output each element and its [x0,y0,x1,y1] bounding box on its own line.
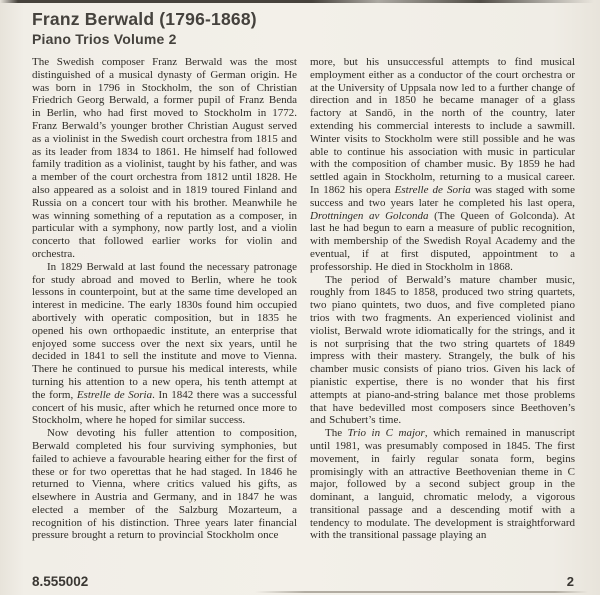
text-run: The Swedish composer Franz Berwald was the most distinguished of a musical dynasty of German origin. He was born in 1796 in Stockholm, the son of Christian Friedrich Georg Berwald, a former pupil of Franz Benda in Berlin, who had first moved to Stockholm in 1772. Franz Berwald’s younger brother Christian August served as a violinist in the Swedish court orchestra from 1815 and as its leader from 1834 to 1861. He himself had followed family tradition as a violinist, taught by his father, and was a member of the court orchestra from 1812 until 1828. He also appeared as a soloist and in 1819 toured Finland and Russia on a concert tour with his brother. Meanwhile he was winning something of a reputation as a composer, in particular with a symphony, now partly lost, and a violin concerto that followed earlier works for violin and orchestra. [32,56,297,260]
paragraph [310,56,575,274]
paragraph [310,274,575,428]
text-run: was staged with some success and two years later he completed his last opera, [310,183,575,209]
page-footer [32,574,574,589]
text-run: (The Queen of Golconda). At last he had begun to earn a measure of public recognition, with membership of the Swedish Royal Academy and the eventual, if at first disputed, appointment to a professorship. He died in Stockholm in 1868. [310,209,575,273]
page-subtitle: Piano Trios Volume 2 [32,31,177,47]
text-run: In 1829 Berwald at last found the necessary patronage for study abroad and moved to Berlin, where he took lessons in counterpoint, but at the same time developed an interest in medicine. The early 1830s found him occupied abortively with operatic composition, but in 1835 he opened his own orthopaedic institute, an enterprise that enjoyed some success over the next six years, until he decided in 1841 to sell the institute and move to Vienna. There he continued to pursue his medical interests, while turning his attention to a new opera, his tenth attempt at the form, [32,260,297,401]
page-header [32,9,570,48]
paragraph [32,427,297,542]
text-run: The [325,427,348,440]
work-title: Drottningen av Golconda [310,209,429,222]
text-run: Now devoting his fuller attention to composition, Berwald completed his four surviving symphonies, but failed to achieve a favourable hearing either for the first of these or for two operettas that he had staged. In 1846 he returned to Vienna, where critics valued his gifts, as elsewhere in Austria and Germany, and in 1847 he was elected a member of the Salzburg Mozarteum, a recognition of his distinction. Three years later financial pressure brought a return to provincial Stockholm once [32,427,297,542]
work-title: Estrelle de Soria [394,183,471,196]
text-run: . In 1842 there was a successful concert of his music, after which he returned once more to Stockholm, where he hoped for similar success. [32,388,297,427]
work-title: Estrelle de Soria [76,388,153,401]
scan-edge-top [0,0,600,3]
scan-edge-bottom [255,591,588,593]
text-run: The period of Berwald’s mature chamber music, roughly from 1845 to 1858, produced two string quartets, two piano quintets, two duos, and five completed piano trios with two fragments. An experienced violinist and violist, Berwald wrote idiomatically for the strings, and it is not surprising that the two string quartets of 1849 impress with their mastery. Strangely, the bulk of his chamber music consists of piano trios. Given his lack of pianistic expertise, there is no wonder that his first attempts at piano-and-string balance met those problems that have bedevilled most composers since Beethoven’s and Schubert’s time. [310,273,575,427]
left-column [32,56,297,565]
right-column [310,56,575,565]
paragraph [32,56,297,261]
text-run: , which remained in manuscript until 1981, was presumably composed in 1845. The first movement, in fairly regular sonata form, begins promisingly with an attractive Beethovenian theme in C major, followed by a second subject group in the dominant, a languid, chromatic melody, a vigorous transitional passage and a descending motif with a tendency to modulate. The development is straightforward with the transitional passage playing an [310,427,575,542]
work-title: Trio in C major [347,427,425,440]
catalogue-number: 8.555002 [32,574,89,589]
paragraph [32,261,297,427]
paragraph [310,427,575,542]
page-title: Franz Berwald (1796-1868) [32,9,257,29]
article-body [32,56,575,565]
text-run: more, but his unsuccessful attempts to find musical employment either as a conductor of the court orchestra or at the University of Uppsala now led to a further change of direction and in 1850 he became manager of a glass factory at Sandö, in the north of the country, later extending his commercial interests to include a sawmill. Winter visits to Stockholm were still possible and he was able to continue his association with music in particular with the composition of chamber music. By 1859 he had settled again in Stockholm, returning to a musical career. In 1862 his opera [310,56,575,196]
page-number: 2 [566,574,574,589]
